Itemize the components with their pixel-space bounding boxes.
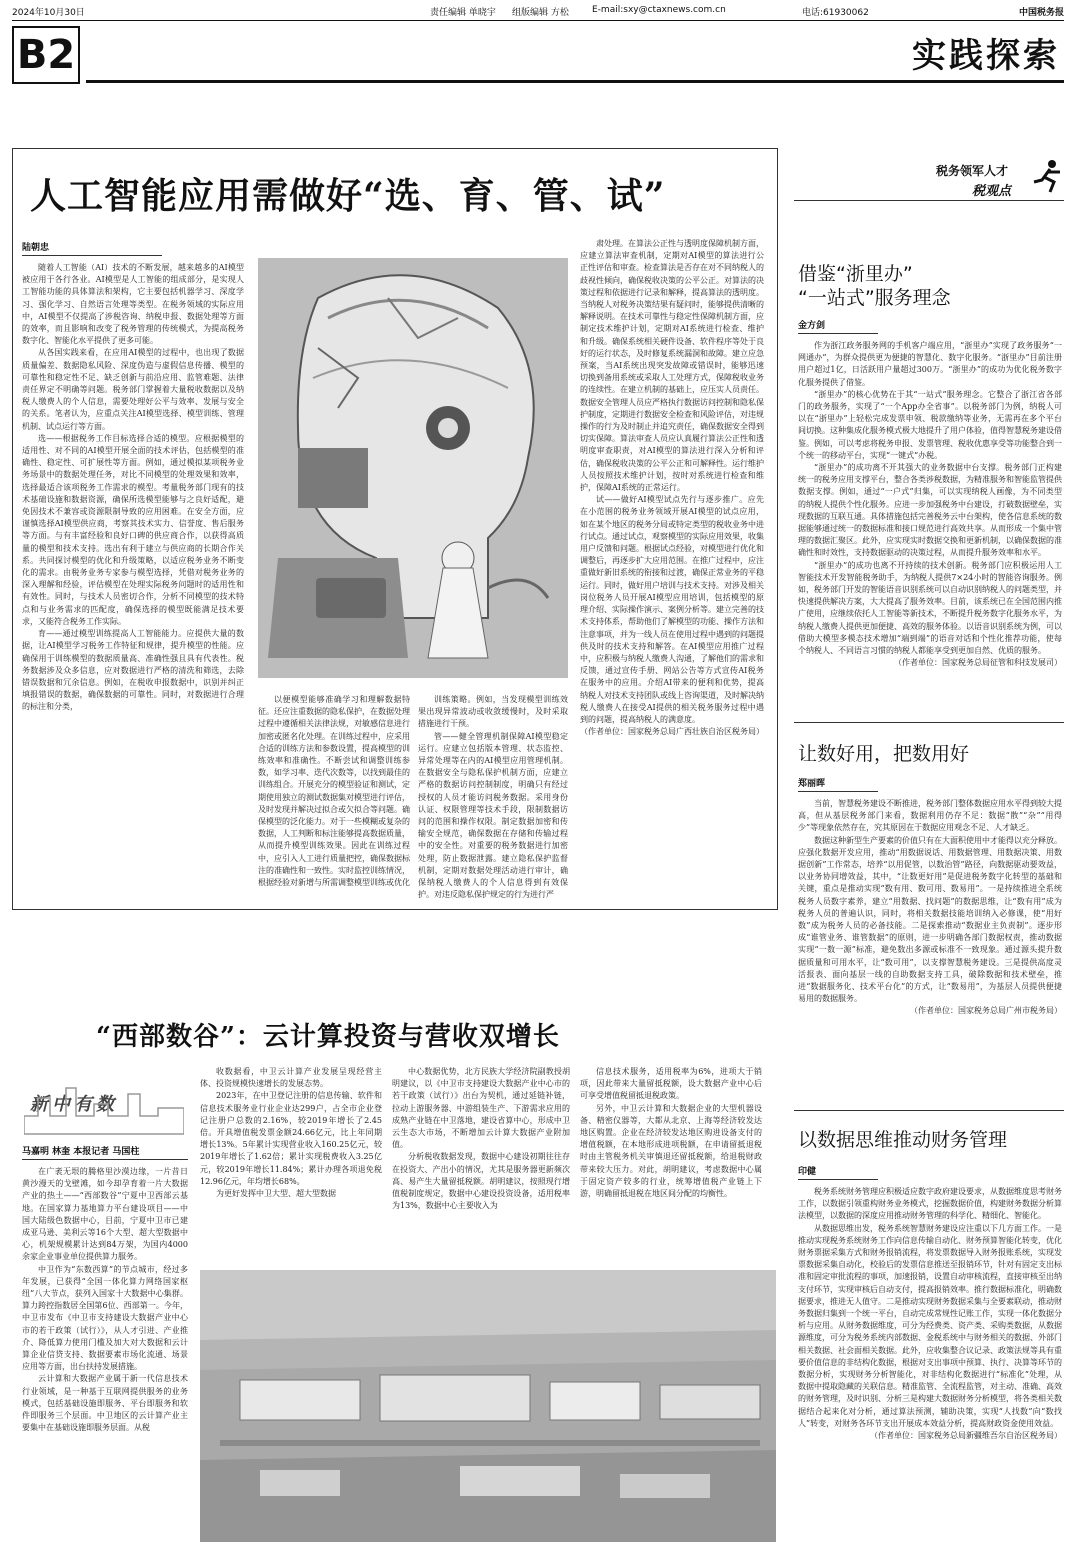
right-article-3-body	[798, 1186, 1062, 1542]
right-article-2-author: 郑丽晖	[798, 776, 878, 792]
right-divider-2	[794, 1110, 1064, 1111]
main-paragraph: 随着人工智能（AI）技术的不断发展，越来越多的AI模型被应用于各行各业。AI模型是人工智能的组成部分，是实现人工智能功能的具体算法和架构，它主要包括机器学习、深度学习、强化学习、自然语言处理等类型。在税务领域的实际应用中，AI模型不仅提高了涉税咨询、纳税申报、数据处理等方面的效率，而且影响和改变了税务管理的传统模式，为提高税务数字化、智能化水平提供了更多可能。	[22, 263, 244, 346]
main-paragraph: 以便模型能够准确学习和理解数据特征。还应注重数据的隐私保护，在数据处理过程中遵循相关法律法规，对敏感信息进行加密或匿名化处理。在训练过程中，应采用合适的训练方法和参数设置，提高模型的训练效率和准确性。不断尝试和调整训练参数，如学习率、迭代次数等，以找到最佳的训练组合。开展充分的模型验证和测试，定期使用独立的测试数据集对模型进行评估，及时发现并解决过拟合或欠拟合等问题。确保模型的泛化能力。对于一些模糊或复杂的数据，人工判断和标注能够提高数据质量，从而提升模型训练效果。因此在训练过程中，应引入人工进行质量把控，确保数据标注的准确性和一致性。实时监控训练情况，根据经验对新增与所需调整模型训练或优化	[258, 695, 410, 888]
ai-robot-illustration	[258, 258, 568, 678]
bottom-paragraph: 收数据看，中卫云计算产业发展呈现经营主体、投资规模快速增长的发展态势。	[200, 1067, 382, 1089]
main-article-column-4	[580, 238, 764, 900]
bottom-paragraph: 在广袤无垠的腾格里沙漠边缘，一片昔日黄沙漫天的戈壁滩，如今却孕育着一片大数据产业的热土——“西部数谷”宁夏中卫西部云基地。在国家算力基地算力平台建设项目——中国大陆级色数据中心，目前，宁夏中卫市已建成亚马逊、美利云等16个大型、超大型数据中心，机架规模累计达到84万架，为国内4000余家企业事业单位提供算力服务。	[22, 1167, 188, 1262]
right-3-paragraph: 税务系统财务管理应积极适应数字政府建设要求，从数据维度思考财务工作，以数据引领重构财务业务模式，挖掘数据价值，构建财务数据分析算法模型，以数据的深度应用推动财务管理的科学化、精细化、智能化。	[798, 1187, 1062, 1221]
right-1-affiliation: （作者单位：国家税务总局征管和科技发展司）	[894, 658, 1062, 668]
main-article-column-1	[22, 262, 244, 900]
right-article-1-body	[798, 340, 1062, 710]
bottom-paragraph: 2023年，在中卫登记注册的信息传输、软件和信息技术服务业行业企业达299户，占全市企业登记注册户总数的2.16%，较2019年增长了2.45倍。开具增值税发票金额24.66亿元，比上年同期增长13%。5年累计实现营业收入160.25亿元，较2019年增长了1.62倍；累计实现税费收入3.25亿元，较2019年增长11.84%；累计办理各项退免税12.96亿元，年均增长68%。	[200, 1091, 382, 1186]
bottom-article-title: “西部数谷”：云计算投资与营收双增长	[96, 1022, 560, 1052]
main-paragraph: 管——健全管理机制保障AI模型稳定运行。应建立包括版本管理、状态监控、异常处理等在内的AI模型应用管理机制。在数据安全与隐私保护机制方面，应建立严格的数据访问控制制度，明确只有经过授权的人员才能访问税务数据。采用身份认证、权限管理等技术手段，限制数据访问的范围和操作权限。制定数据加密和传输安全规范，确保数据在存储和传输过程中的安全性。对重要的税务数据进行加密处理，防止数据泄露。建立隐私保护监督机制，定期对数据处理活动进行审计，确保纳税人缴费人的个人信息得到有效保护。对违反隐私保护规定的行为进行严	[418, 731, 568, 900]
masthead-info-bar	[12, 5, 1064, 19]
main-article-column-2	[258, 694, 410, 900]
main-article-author: 陆朝忠	[22, 240, 162, 256]
right-1-paragraph: 作为浙江政务服务网的手机客户端应用，“浙里办”实现了政务服务“一网通办”，为群众提供更为便捷的智慧化、数字化服务。“浙里办”目前注册用户超过1亿，日活跃用户量超过300万。“浙里办”的成功为优化税务数字化服务提供了借鉴。	[798, 341, 1062, 387]
bottom-paragraph: 为更好发挥中卫大型、超大型数据	[216, 1189, 336, 1199]
responsible-editor: 责任编辑 单晓宇	[430, 8, 496, 18]
main-paragraph: 肃处理。在算法公正性与透明度保障机制方面，应建立算法审查机制，定期对AI模型的算法进行公正性评估和审查。检查算法是否存在对不同纳税人的歧视性倾向，确保税收决策的公平公正。对算法的决策过程和依据进行记录和解释，提高算法的透明度。当纳税人对税务决策结果有疑问时，能够提供清晰的解释说明。在技术可靠性与稳定性保障机制方面，应制定技术维护计划，定期对AI系统进行检查、维护和升级。确保系统相关硬件设备、软件程序等处于良好的运行状态，及时修复系统漏洞和故障。建立应急预案，当AI系统出现突发故障或错误时，能够迅速切换到备用系统或采取人工处理方式，保障税收业务的连续性。在建立机制的基础上，应压实人员责任。数据安全管理人员应严格执行数据访问控制和隐私保护制度，定期进行数据安全检查和风险评估，对违规操作的行为及时制止并追究责任，确保数据安全得到切实保障。算法审查人员应认真履行算法公正性和透明度审查职责，对AI模型的算法进行深入分析和评估，确保税收决策的公平公正和可解释性。运行维护人员按照技术维护计划，按时对系统进行检查和维护，保障AI系统的正常运行。	[580, 239, 764, 493]
right-1-paragraph: “浙里办”的核心优势在于其“一站式”服务理念。它整合了浙江省各部门的政务服务，实现了“一个App办全省事”。以税务部门为例，纳税人可以在“浙里办”上轻松完成发票申领、税款缴纳等业务，无需再在多个平台间切换。这种集成化服务模式极大地提升了用户体验，值得智慧税务建设借鉴。例如，可以考虑将税务申报、发票管理、税收优惠享受等功能整合到一个统一的移动平台，实现“一键式”办税。	[798, 389, 1062, 460]
right-divider-1	[794, 722, 1064, 723]
bottom-paragraph: 中心数据优势，北方民族大学经济院副教授胡明建议，以《中卫市支持建设大数据产业中心市的若干政策（试行）》出台为契机，通过延链补链，拉动上游服务器、中游组装生产、下游需求应用的成熟产业链在中卫落地，建设省算中心，形成中卫云生态大市场，不断增加云计算大数据产业附加值。	[392, 1067, 570, 1150]
data-center-icon	[200, 1270, 776, 1542]
robot-head-icon	[258, 258, 568, 678]
right-article-3-title: 以数据思维推动财务管理	[798, 1129, 1008, 1151]
main-author-affiliation: （作者单位：国家税务总局广西壮族自治区税务局）	[580, 727, 764, 737]
right-article-1-title-line-1: 借鉴“浙里办”	[798, 263, 913, 285]
right-article-1-title-line-2: “一站式”服务理念	[798, 287, 951, 309]
main-paragraph: 训练策略。例如，当发现模型训练效果出现异常波动或收敛缓慢时，及时采取措施进行干预。	[418, 695, 568, 729]
contact-phone: 电话:61930062	[802, 8, 869, 18]
section-title: 实践探索	[912, 36, 1060, 76]
right-article-1-author: 金方剑	[798, 318, 878, 334]
bottom-paragraph: 另外，中卫云计算和大数据企业的大型机器设备、精密仪器等，大都从北京、上海等经济较发达地区购置。企业在经济较发达地区购进设备支付的增值税额，在本地形成进项税额，在申请留抵退税时由主管税务机关审慎退还留抵税额，给退税财政带来较大压力。对此，胡明建议，考虑数据中心属于固定资产较多的行业，统筹增值税产业链上下游，明确留抵退税在地区间分配的均衡性。	[580, 1103, 762, 1199]
bottom-paragraph: 分析税收数据发现，数据中心建设初期往往存在投资大、产出小的情况，尤其是服务器更新频次高、易产生大量留抵税额。胡明建议，按照现行增值税制度规定，数据中心建设投资设备，适用税率为13%，数据中心主要收入为	[392, 1152, 570, 1211]
bottom-paragraph: 信息技术服务，适用税率为6%，进项大于销项，因此带来大量留抵税额，设大数据产业中心后可享受增值税留抵退税政策。	[580, 1067, 762, 1101]
right-2-affiliation: （作者单位：国家税务总局广州市税务局）	[910, 1006, 1062, 1016]
right-article-2-title: 让数好用，把数用好	[798, 743, 970, 765]
main-paragraph: 选——根据税务工作目标选择合适的模型。应根据模型的适用性、对不同的AI模型开展全面的技术评估，包括模型的准确性、稳定性、可扩展性等方面。例如，通过模拟某项税务业务场景中的数据处理任务，对比不同模型的处理效果和效率，选择最适合该项税务工作需求的模型。考量税务部门现有的技术基础设施和数据资源，确保所选模型能够与之良好适配，避免因技术不兼容或资源限制导致的应用困难。在安全方面，应谨慎选择AI模型供应商，考察其技术实力、信誉度、售后服务等方面。与有丰富经验和良好口碑的供应商合作，以获得高质量的模型和技术支持。选出有利于建立与供应商的长期合作关系。共同探讨模型的优化和升级策略，以适应税务业务不断变化的需求。由税务业务专家参与模型选择，凭借对税务业务的深入理解和经验，评估模型在处理实际税务问题时的适用性和有效性。同时，与技术人员密切合作，分析不同模型的技术特点和与业务需求的匹配度，确保选择的模型既能满足技术要求，又能符合税务工作实际。	[22, 433, 244, 626]
bottom-article-column-2	[200, 1066, 382, 1256]
bottom-paragraph: 中卫作为“东数西算”的节点城市，经过多年发展，已获得“全国一体化算力网络国家枢纽”八大节点，获列入国家十大数据中心集群。算力跨控指数居全国第6位、西部第一。今年，中卫市发布《中卫市支持建设大数据产业中心市的若干政策（试行）》，从人才引进、产业推介、降低算力使用门槛及加大对大数据和云计算企业信贷支持、数据要素市场化流通、场景应用等方面，出台扶持发展措施。	[22, 1264, 188, 1372]
newspaper-name: 中国税务报	[1018, 8, 1064, 18]
right-article-3-author: 印健	[798, 1164, 878, 1180]
bottom-article-column-1	[22, 1166, 188, 1540]
column-tag: 税务领军人才	[936, 164, 1009, 178]
right-3-affiliation: （作者单位：国家税务总局新疆维吾尔自治区税务局）	[870, 1431, 1062, 1441]
bottom-article-column-3	[392, 1066, 570, 1256]
bottom-article-column-4	[580, 1066, 762, 1256]
main-paragraph: 从各国实践来看，在应用AI模型的过程中，也出现了数据质量偏差、数据隐私风险、深度伪造与虚假信息传播、模型的可靠性和稳定性不足、缺乏创新与前沿应用、监管难题、法律责任界定不明确等问题。税务部门掌握着大量税收数据以及纳税人缴费人的个人信息，需要处理好公平与效率、发展与安全的关系。笔者认为，应重点关注AI模型选择、模型训练、管理机制、试点运行等方面。	[22, 348, 244, 431]
main-paragraph: 育——通过模型训练提高人工智能能力。应提供大量的数据，让AI模型学习税务工作特征和规律，提升模型的性能。应确保用于训练模型的数据质量高、准确性强且具有代表性。税务数据涉及众多信息，应对数据进行严格的清洗和筛选，去除错误数据和冗余信息。例如，在税收申报数据中，识别并纠正填报错误的数据，确保数据的可靠性。同时，对数据进行合理的标注和分类，	[22, 629, 244, 712]
bottom-article-authors: 马嘉明 林奎 本报记者 马国柱	[22, 1144, 188, 1160]
header-rule	[12, 20, 1064, 21]
right-article-2-body	[798, 798, 1062, 1098]
main-article-title: 人工智能应用需做好“选、育、管、试”	[30, 175, 666, 217]
main-paragraph: 试——做好AI模型试点先行与逐步推广。应先在小范围的税务业务领域开展AI模型的试点应用，如在某个地区的税务分局或特定类型的税收业务中进行试点。通过试点，观察模型的实际应用效果，收集用户反馈和问题。根据试点经验，对模型进行优化和调整后，再逐步扩大应用范围。在推广过程中，应注重做好新旧系统的衔接和过渡，确保正常业务的平稳运行。同时，做好用户培训与技术支持。对涉及相关岗位税务人员开展AI模型应用培训，包括模型的原理介绍、实际操作演示、案例分析等。建立完善的技术支持体系，帮助他们了解模型的功能、操作方法和注意事项，并为一线人员在使用过程中遇到的问题提供及时的技术支持和解答。在AI模型应用推广过程中，应积极与纳税人缴费人沟通，了解他们的需求和反馈，通过宣传手册、网站公告等方式宣传AI税务在服务中的应用。介绍AI带来的便利和优势，提高纳税人对技术支持团队或线上咨询渠道，及时解决纳税人缴费人在接受AI提供的相关税务服务过程中遇到的问题，提高纳税人的满意度。	[580, 495, 764, 724]
right-2-paragraph: 数据这种新型生产要素的价值只有在大面积使用中才能得以充分释放。应强化数据开发应用，推动“用数据说话、用数据管理、用数据决策、用数据创新”工作常态，培养“以用促管，以数治管”路径，向数据驱动要效益，以业务协同增效益，其中，“让数更好用”是促进税务数字化转型的基础和关键，重点是推动实现“数有用、数可用、数易用”。一是持续推进全系统税务人员数字素养，建立“用数据、找问题”的数据思维，让“数有用”成为税务人员的普遍认识，同时，将相关数据技能培训纳入必修课，使“用好数”成为税务人员的必备技能。二是探索推动“数据业主负责制”。逐步形成“谁管业务、谁管数据”的原则，进一步明确各部门数据权责，推动数据实现“一数一源”标准，避免数出多源或标准不一致现象。通过源头提升数据质量和可用水平，让“数可用”，以支撑智慧税务建设。三是提供高度灵活报表、面向基层一线的自助数据支持工具，破除数据和技术壁垒，推进“数据服务化、技术平台化”的方式，让“数易用”，为基层人员提供便捷易用的数据服务。	[798, 835, 1062, 1004]
right-2-paragraph: 当前，智慧税务建设不断推进，税务部门整体数据应用水平得到较大提高，但从基层税务部门来看，数据利用仍存不足：数据“散”“杂”“用得少”等现象依然存在，究其原因在于数据应用观念不足、人才缺乏。	[798, 799, 1062, 833]
right-3-paragraph: 从数据思维出发，税务系统智慧财务建设应注重以下几方面工作。一是推动实现税务系统财务工作向信息传输自动化、财务预算智能化转变，优化财务票据采集方式和财务报销流程，将发票数据导入财务报账系统，实现发票数据采集自动化，校验后的发票信息推送至报销环节，针对有固定支出标准和固定审批流程的事项，加速报销，设置自动审核流程，直接审核至出纳支付环节，实现审核后自动支付，提高报销效率。推行数据标准化，明确数据要求，推进无人值守。二是推动实现财务数据采集与全要素联动，推动财务数据归集到一个统一平台，自动完成常规性记账工作，实现一体化数据分析与应用。从财务数据维度，可分为经费类、资产类、采购类数据，从数据源维度，可分为税务系统内部数据、金税系统中与财务相关的数据、外部门相关数据、社会面相关数据。此外，应收集整合议记录、政策法规等具有重要价值信息的非结构化数据，根据对支出事项中预算、执行、决算等环节的数据分析，实现财务分析智能化，对非结构化数据进行“标准化”处理，从数据中提取隐藏的关联信息。精准监管、全流程监管，对主动、准确、高效的财务管理，及时识别、分析三是构建大数据财务分析模型，将各类相关数据结合起来化对分析，通过算法预测，辅助决策，实现“人找数”向“数找人”转变，对财务各环节支出开展成本效益分析，提高财政资金使用效益。	[798, 1223, 1062, 1428]
bottom-paragraph: 云计算和大数据产业属于新一代信息技术行业领域，是一种基于互联网提供服务的业务模式，包括基础设施即服务、平台即服务和软件即服务三个层面。中卫地区的云计算产业主要集中在基础设施即服务层面。从税	[22, 1374, 188, 1433]
layout-editor: 组版编辑 方松	[512, 8, 569, 18]
right-column-rule	[794, 200, 1064, 201]
column-tag-2: 税观点	[972, 184, 1012, 199]
right-1-paragraph: “浙里办”的成功离不开其强大的业务数据中台支撑。税务部门正构建统一的税务应用支撑平台，整合各类涉税数据，为精准服务和智能监管提供数据支撑。例如，通过“一户式”归集，可以实现纳税人画像，为不同类型的纳税人提供个性化服务。应进一步加强税务中台建设，打破数据壁垒，实现数据的互联互通。具体措施包括完善税务云中台架构，使各信息系统的数据能够通过统一的数据标准和接口规范进行高效共享。从而形成一个集中管理的数据汇聚区。此外，应实现实时数据交换和更新机制，以确保数据的准确性和时效性，支持数据驱动的决策过程，从而提升服务效率和水平。	[798, 463, 1062, 558]
issue-date: 2024年10月30日	[12, 8, 85, 18]
runner-icon	[1030, 158, 1066, 194]
contact-email: E-mail:sxy@ctaxnews.com.cn	[592, 5, 726, 15]
main-article-column-3	[418, 694, 568, 900]
section-rule	[86, 80, 1064, 83]
page-number: B2	[12, 26, 80, 84]
right-1-paragraph: “浙里办”的成功也离不开持续的技术创新。税务部门应积极运用人工智能技术开发智能税务助手，为纳税人提供7×24小时的智能咨询服务。例如，税务部门开发的智能语音识别系统可以自动识别纳税人的问题类型，并快速提供解决方案，大大提高了服务效率。目前，该系统已在全国范围内推广使用，应继续依托人工智能等新技术，不断提升税务数字化服务水平，为纳税人缴费人提供更加便捷、高效的服务体验。以语音识别系统为例，可以借助大模型多模态技术增加“端到端”的语音对话和个性化推荐功能，使每个纳税人、不同语言习惯的纳税人都能享受到更加自然、优质的服务。	[798, 560, 1062, 656]
bottom-column-tag: 新中有数	[30, 1094, 118, 1115]
data-center-aerial-photo	[200, 1270, 776, 1542]
skyline-icon	[24, 1068, 184, 1138]
